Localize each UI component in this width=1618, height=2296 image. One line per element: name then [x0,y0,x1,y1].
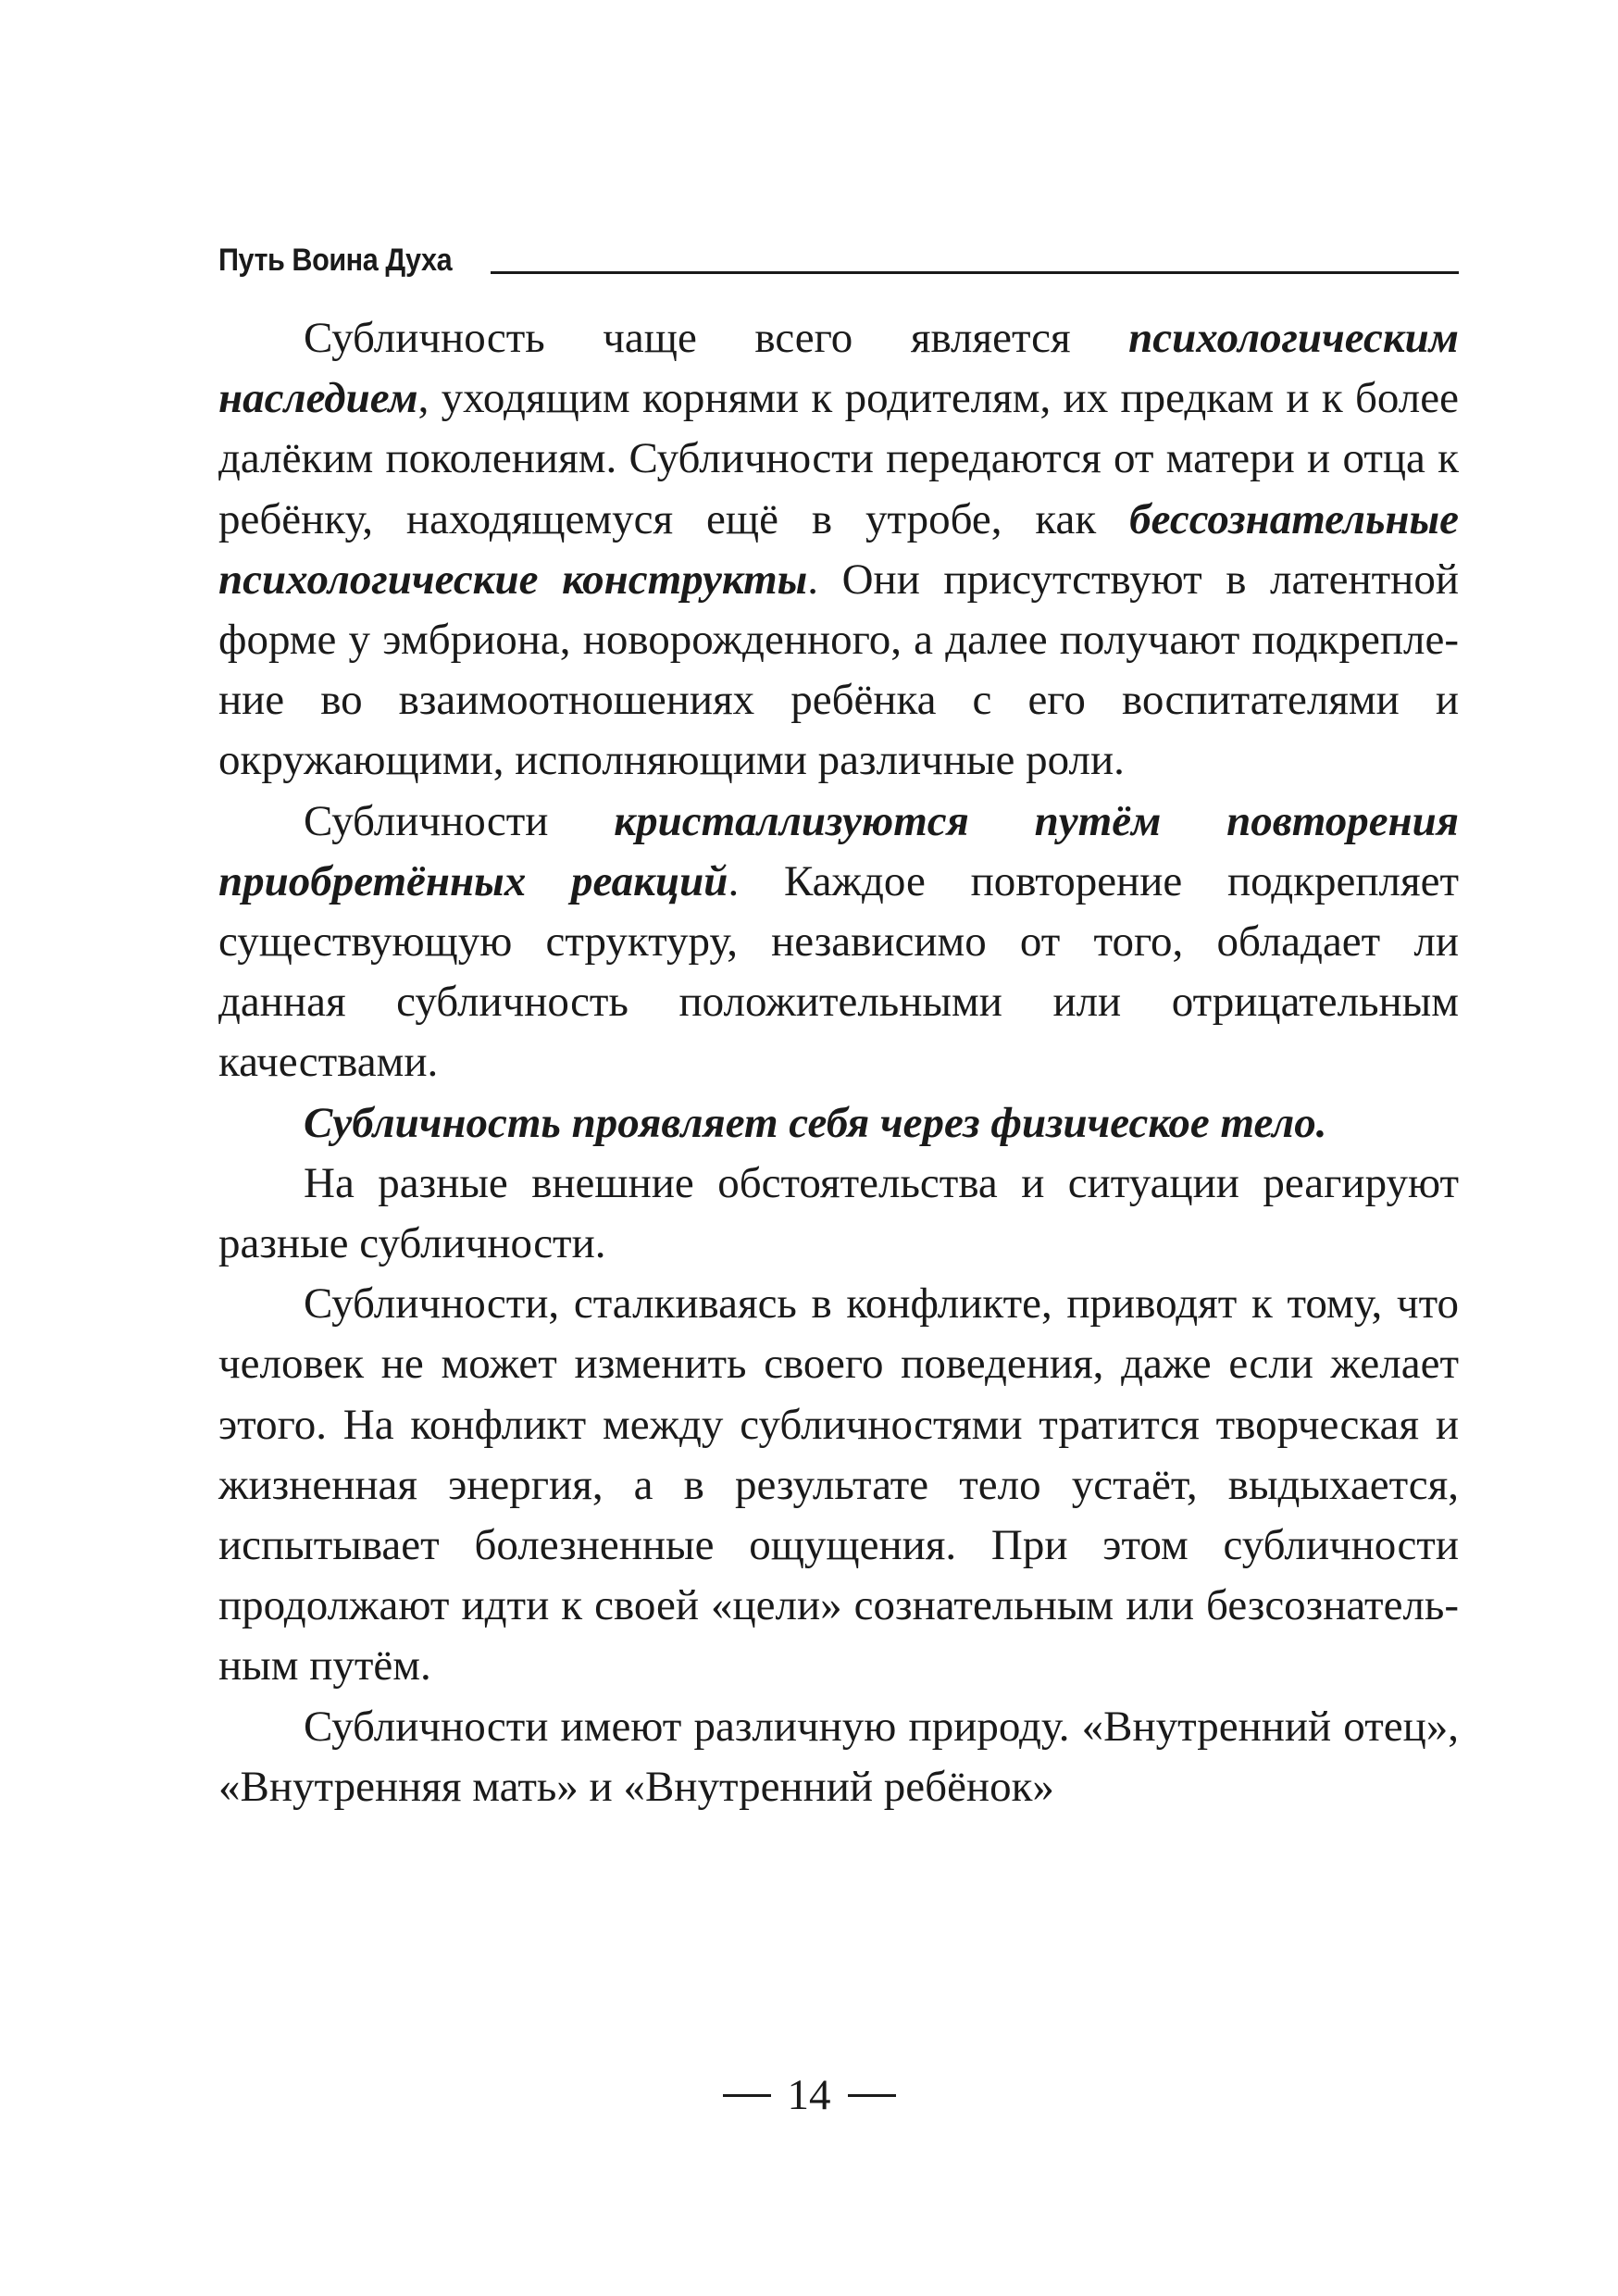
paragraph [218,792,1459,1093]
emphasis-text: психологическим наследием [218,314,1459,423]
emphasis-text: Субличность проявляет себя через физическое тело. [304,1098,1327,1147]
paragraph-text: Субличности имеют различную природу. «Внутренний отец», «Внутренняя мать» и «Внутренний ребёнок» [218,1702,1459,1811]
paragraph-text: . Каждое повторение подкрепляет существующую структуру, независимо от того, обладает ли данная субличность положительными или отрицательным качествами. [218,856,1460,1087]
paragraph-text: Субличности, сталкиваясь в конфликте, приводят к тому, что человек не может изменить своего поведения, даже если желает этого. На конфликт между субличностями тратится творческая и жизненная энергия, а в результате тело устаёт, выдыхается, испытывает болезненные ощущения. При этом субличности продолжают идти к своей «цели» сознательным или безсознательным путём. [218,1279,1459,1691]
emphasis-text: кристаллизуются путём повторения приобретённых реакций [218,796,1460,905]
book-title: Путь Воина Духа [218,243,453,278]
paragraph-text: , уходящим корнями к родителям, их предкам и к более далёким поколениям. Субличности передаются от матери и отца к ребёнку, находящемуся ещё в утробе, как [218,374,1459,543]
paragraph [218,1274,1459,1696]
page-body [218,308,1459,1817]
paragraph [218,1697,1459,1817]
header-rule [491,271,1459,274]
page-number-left-dash [723,2094,771,2097]
paragraph [218,1093,1459,1154]
page-footer [0,2071,1618,2119]
page-number: 14 [787,2071,831,2119]
paragraph [218,308,1459,792]
running-header [218,233,1459,276]
paragraph-text: . Они присутствуют в латентной форме у эмбриона, новорожденного, а далее получают подкрепление во взаимоотношениях ребёнка с его воспитателями и окружающими, исполняющими различные роли. [218,555,1459,785]
emphasis-text: бессознательные психологические конструкты [218,494,1459,604]
paragraph-text: Субличности [304,796,615,845]
paragraph-text: Субличность чаще всего является [304,314,1129,362]
paragraph-text: На разные внешние обстоятельства и ситуации реагируют разные субличности. [218,1158,1459,1268]
page-number-right-dash [848,2094,896,2097]
paragraph [218,1154,1459,1274]
